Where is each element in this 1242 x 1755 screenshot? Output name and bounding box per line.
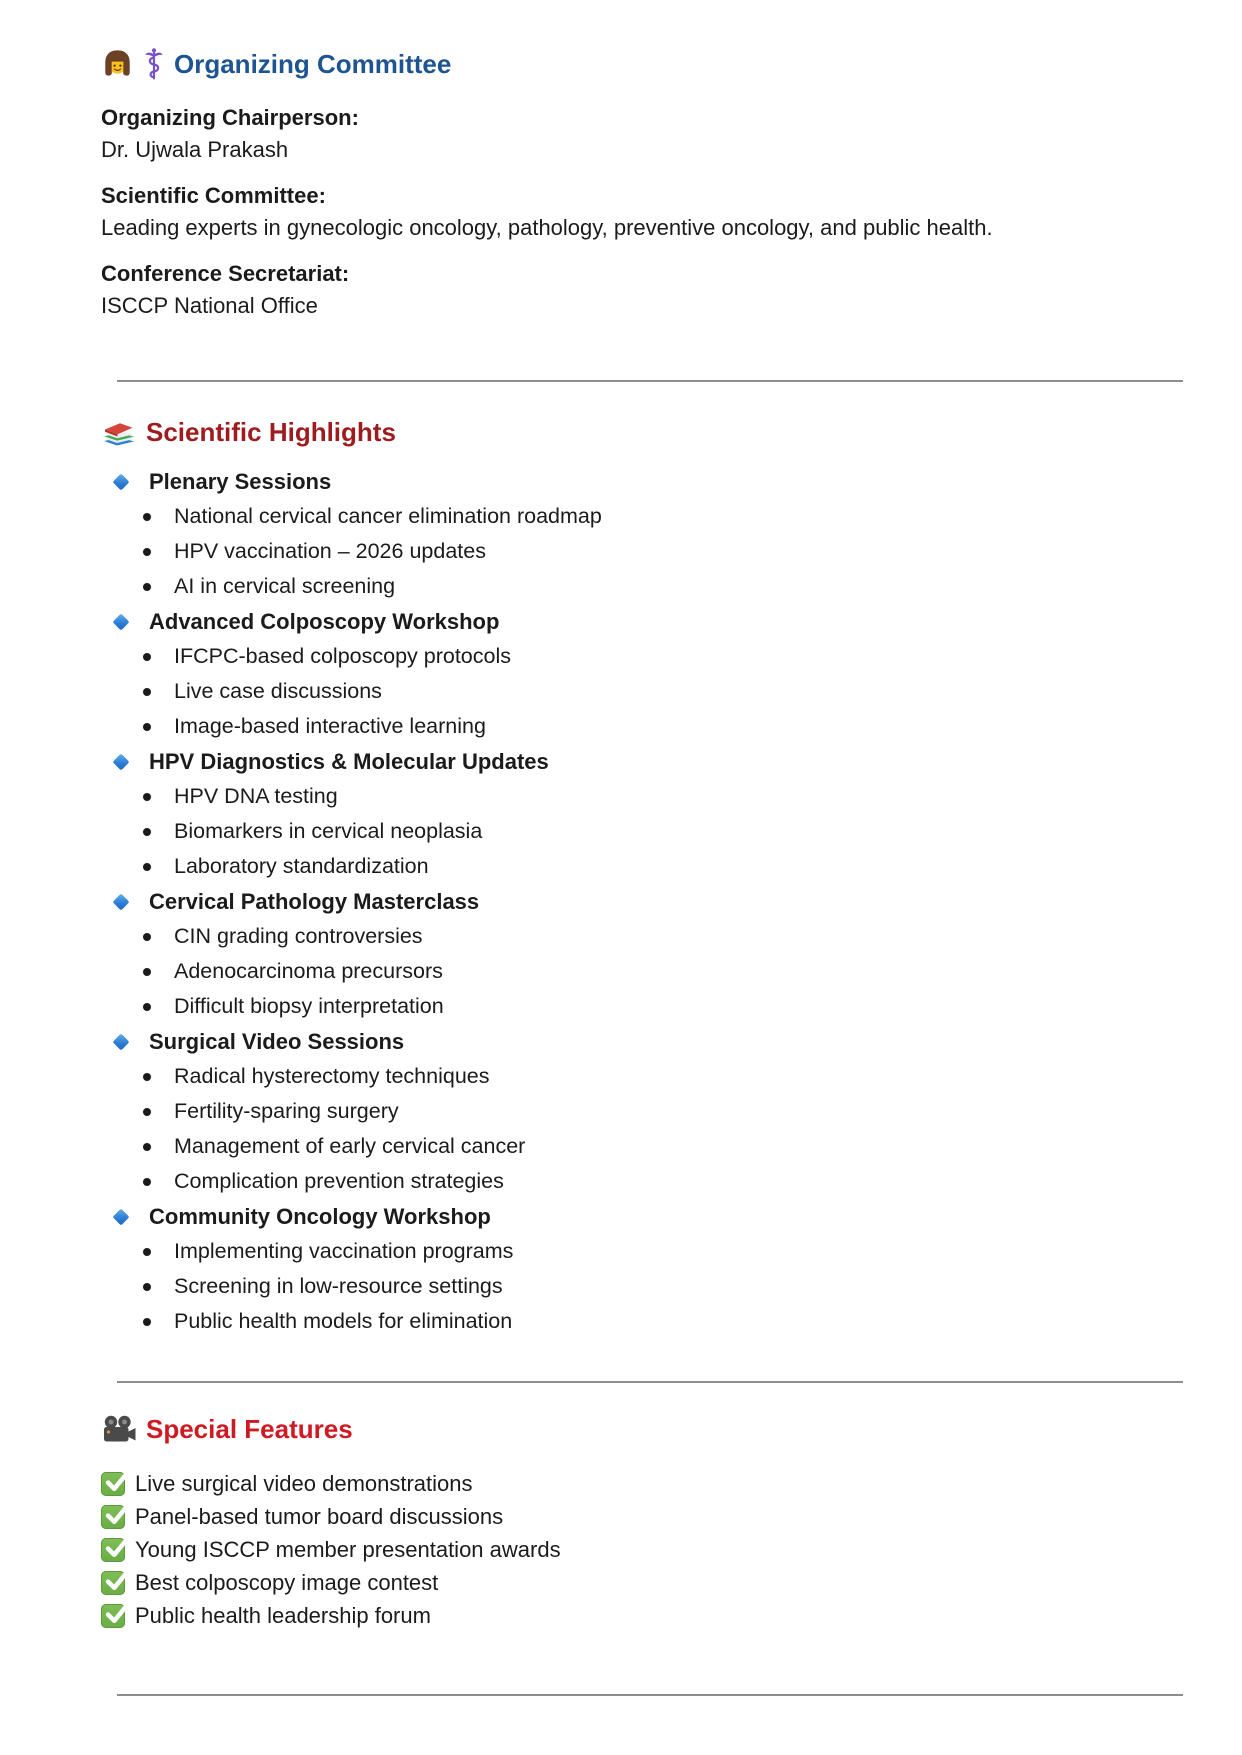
organizing-committee-heading	[101, 44, 1159, 84]
special-features-title: Special Features	[146, 1414, 353, 1444]
highlight-item-row	[101, 569, 1159, 604]
feature-text: Live surgical video demonstrations	[135, 1470, 473, 1496]
bullet-dot-icon	[143, 513, 151, 521]
scientific-highlights-title: Scientific Highlights	[146, 417, 396, 447]
feature-row	[101, 1533, 1159, 1566]
highlight-item-text: Management of early cervical cancer	[174, 1134, 526, 1158]
bullet-dot-icon	[143, 1178, 151, 1186]
highlight-item-row	[101, 919, 1159, 954]
feature-row	[101, 1467, 1159, 1500]
highlight-item-text: HPV vaccination – 2026 updates	[174, 539, 486, 563]
scientific-highlights-heading	[101, 412, 1159, 452]
diamond-bullet-icon	[113, 1208, 130, 1225]
diamond-bullet-icon	[113, 1033, 130, 1050]
movie-camera-emoji-icon	[101, 1414, 137, 1445]
highlight-item-text: CIN grading controversies	[174, 924, 423, 948]
special-features-section	[101, 1409, 1159, 1632]
highlight-item-text: HPV DNA testing	[174, 784, 338, 808]
highlight-group-title: Community Oncology Workshop	[149, 1204, 491, 1229]
organizing-committee-title: Organizing Committee	[174, 49, 452, 79]
highlight-item-text: Biomarkers in cervical neoplasia	[174, 819, 483, 843]
chairperson-entry	[101, 102, 1159, 166]
highlight-item-row	[101, 674, 1159, 709]
check-mark-icon	[101, 1505, 125, 1529]
scientific-committee-entry	[101, 180, 1159, 244]
special-features-heading	[101, 1409, 1159, 1449]
section-divider	[117, 1694, 1183, 1696]
scientific-committee-value: Leading experts in gynecologic oncology, pathology, preventive oncology, and public health.	[101, 215, 993, 240]
highlight-group-row	[101, 884, 1159, 919]
highlight-group-row	[101, 1024, 1159, 1059]
woman-emoji-icon	[101, 48, 134, 81]
highlight-item-text: Adenocarcinoma precursors	[174, 959, 443, 983]
highlight-item-text: Public health models for elimination	[174, 1309, 513, 1333]
highlight-group-title: Surgical Video Sessions	[149, 1029, 405, 1054]
highlight-group-row	[101, 464, 1159, 499]
feature-row	[101, 1500, 1159, 1533]
bullet-dot-icon	[143, 828, 151, 836]
highlight-item-text: IFCPC-based colposcopy protocols	[174, 644, 511, 668]
chairperson-label: Organizing Chairperson:	[101, 105, 359, 130]
highlights-list	[101, 464, 1159, 1339]
scientific-committee-label: Scientific Committee:	[101, 183, 326, 208]
highlight-group-row	[101, 744, 1159, 779]
highlight-item-text: Implementing vaccination programs	[174, 1239, 514, 1263]
feature-text: Young ISCCP member presentation awards	[135, 1536, 561, 1562]
highlight-item-row	[101, 709, 1159, 744]
highlight-item-row	[101, 849, 1159, 884]
highlight-item-text: Radical hysterectomy techniques	[174, 1064, 490, 1088]
highlight-item-text: Laboratory standardization	[174, 854, 429, 878]
highlight-item-row	[101, 1094, 1159, 1129]
diamond-bullet-icon	[113, 893, 130, 910]
highlight-item-row	[101, 954, 1159, 989]
check-mark-icon	[101, 1472, 125, 1496]
features-list	[101, 1467, 1159, 1632]
bullet-dot-icon	[143, 1073, 151, 1081]
diamond-bullet-icon	[113, 753, 130, 770]
bullet-dot-icon	[143, 968, 151, 976]
bullet-dot-icon	[143, 863, 151, 871]
diamond-bullet-icon	[113, 473, 130, 490]
feature-text: Public health leadership forum	[135, 1602, 431, 1628]
highlight-item-row	[101, 1269, 1159, 1304]
bullet-dot-icon	[143, 548, 151, 556]
books-emoji-icon	[101, 416, 137, 449]
organizing-committee-section	[101, 44, 1159, 322]
highlight-item-row	[101, 779, 1159, 814]
medical-symbol-icon	[143, 47, 165, 81]
section-divider	[117, 380, 1183, 382]
bullet-dot-icon	[143, 723, 151, 731]
highlight-group-title: HPV Diagnostics & Molecular Updates	[149, 749, 549, 774]
highlight-item-text: Difficult biopsy interpretation	[174, 994, 444, 1018]
bullet-dot-icon	[143, 1108, 151, 1116]
highlight-group-title: Cervical Pathology Masterclass	[149, 889, 480, 914]
feature-text: Best colposcopy image contest	[135, 1569, 439, 1595]
bullet-dot-icon	[143, 653, 151, 661]
highlight-group-row	[101, 1199, 1159, 1234]
bullet-dot-icon	[143, 933, 151, 941]
feature-text: Panel-based tumor board discussions	[135, 1503, 504, 1529]
highlight-item-text: Complication prevention strategies	[174, 1169, 504, 1193]
highlight-item-row	[101, 1304, 1159, 1339]
highlight-item-text: AI in cervical screening	[174, 574, 396, 598]
feature-row	[101, 1599, 1159, 1632]
chairperson-value: Dr. Ujwala Prakash	[101, 137, 289, 162]
check-mark-icon	[101, 1538, 125, 1562]
check-mark-icon	[101, 1571, 125, 1595]
diamond-bullet-icon	[113, 613, 130, 630]
highlight-item-text: Screening in low-resource settings	[174, 1274, 503, 1298]
feature-row	[101, 1566, 1159, 1599]
highlight-item-row	[101, 499, 1159, 534]
bullet-dot-icon	[143, 583, 151, 591]
highlight-group-title: Advanced Colposcopy Workshop	[149, 609, 500, 634]
highlight-item-text: Fertility-sparing surgery	[174, 1099, 399, 1123]
highlight-item-row	[101, 989, 1159, 1024]
highlight-item-row	[101, 1129, 1159, 1164]
bullet-dot-icon	[143, 1248, 151, 1256]
check-mark-icon	[101, 1604, 125, 1628]
bullet-dot-icon	[143, 1283, 151, 1291]
secretariat-entry	[101, 258, 1159, 322]
bullet-dot-icon	[143, 793, 151, 801]
highlight-group-row	[101, 604, 1159, 639]
secretariat-label: Conference Secretariat:	[101, 261, 350, 286]
highlight-group-title: Plenary Sessions	[149, 469, 332, 494]
scientific-highlights-section	[101, 412, 1159, 1339]
highlight-item-row	[101, 639, 1159, 674]
highlight-item-text: Live case discussions	[174, 679, 382, 703]
bullet-dot-icon	[143, 1003, 151, 1011]
highlight-item-text: National cervical cancer elimination roadmap	[174, 504, 602, 528]
highlight-item-row	[101, 1059, 1159, 1094]
highlight-item-row	[101, 1234, 1159, 1269]
highlight-item-text: Image-based interactive learning	[174, 714, 486, 738]
highlight-item-row	[101, 1164, 1159, 1199]
bullet-dot-icon	[143, 688, 151, 696]
highlight-item-row	[101, 534, 1159, 569]
bullet-dot-icon	[143, 1318, 151, 1326]
bullet-dot-icon	[143, 1143, 151, 1151]
highlight-item-row	[101, 814, 1159, 849]
secretariat-value: ISCCP National Office	[101, 293, 318, 318]
section-divider	[117, 1381, 1183, 1383]
